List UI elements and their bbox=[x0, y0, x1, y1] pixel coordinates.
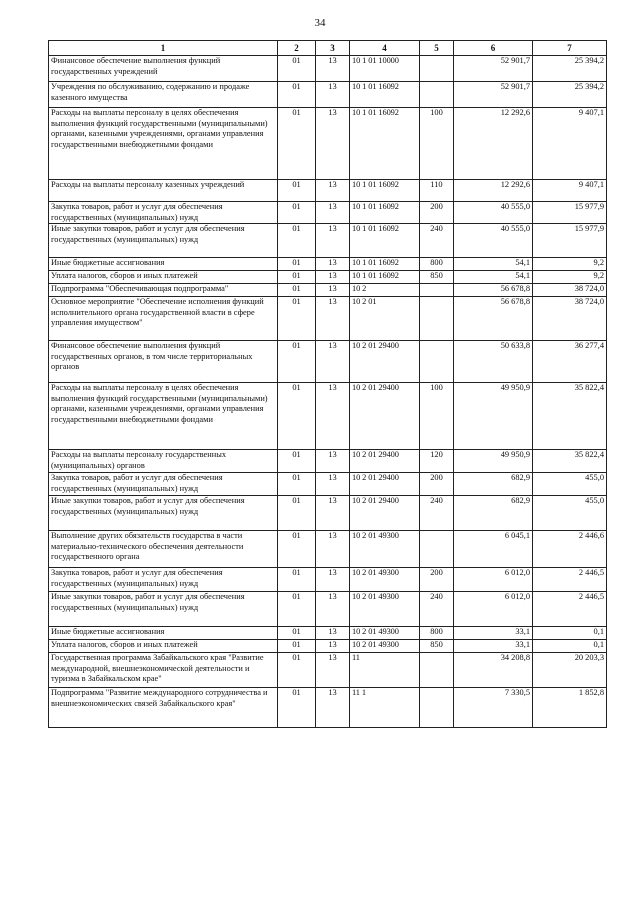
amount-actual-cell: 36 277,4 bbox=[533, 341, 607, 383]
expense-type-cell bbox=[420, 56, 454, 82]
target-article-cell: 10 1 01 16092 bbox=[350, 202, 420, 224]
subsection-code-cell: 13 bbox=[316, 202, 350, 224]
target-article-cell: 10 1 01 16092 bbox=[350, 271, 420, 284]
amount-plan-cell: 12 292,6 bbox=[454, 108, 533, 180]
target-article-cell: 10 2 01 29400 bbox=[350, 473, 420, 496]
target-article-cell: 10 2 01 29400 bbox=[350, 450, 420, 473]
amount-actual-cell: 38 724,0 bbox=[533, 297, 607, 341]
expense-name-cell: Финансовое обеспечение выполнения функций государственных учреждений bbox=[49, 56, 278, 82]
amount-actual-cell: 0,1 bbox=[533, 627, 607, 640]
amount-plan-cell: 7 330,5 bbox=[454, 688, 533, 728]
amount-actual-cell: 38 724,0 bbox=[533, 284, 607, 297]
header-cell: 6 bbox=[454, 41, 533, 56]
subsection-code-cell: 13 bbox=[316, 271, 350, 284]
amount-plan-cell: 49 950,9 bbox=[454, 383, 533, 450]
section-code-cell: 01 bbox=[278, 531, 316, 568]
target-article-cell: 10 2 01 49300 bbox=[350, 531, 420, 568]
subsection-code-cell: 13 bbox=[316, 531, 350, 568]
subsection-code-cell: 13 bbox=[316, 473, 350, 496]
amount-plan-cell: 50 633,8 bbox=[454, 341, 533, 383]
expense-name-cell: Подпрограмма "Обеспечивающая подпрограмма" bbox=[49, 284, 278, 297]
section-code-cell: 01 bbox=[278, 383, 316, 450]
section-code-cell: 01 bbox=[278, 224, 316, 258]
expense-type-cell bbox=[420, 82, 454, 108]
expense-name-cell: Иные закупки товаров, работ и услуг для обеспечения государственных (муниципальных) нужд bbox=[49, 592, 278, 627]
amount-plan-cell: 56 678,8 bbox=[454, 284, 533, 297]
expense-type-cell: 240 bbox=[420, 496, 454, 531]
target-article-cell: 10 2 01 29400 bbox=[350, 341, 420, 383]
header-cell: 1 bbox=[49, 41, 278, 56]
table-row bbox=[49, 473, 607, 496]
amount-plan-cell: 40 555,0 bbox=[454, 224, 533, 258]
amount-plan-cell: 54,1 bbox=[454, 258, 533, 271]
amount-plan-cell: 33,1 bbox=[454, 627, 533, 640]
header-cell: 4 bbox=[350, 41, 420, 56]
page-number: 34 bbox=[314, 17, 326, 29]
amount-actual-cell: 2 446,5 bbox=[533, 568, 607, 592]
section-code-cell: 01 bbox=[278, 688, 316, 728]
table-row bbox=[49, 341, 607, 383]
table-row bbox=[49, 271, 607, 284]
expense-type-cell: 800 bbox=[420, 258, 454, 271]
section-code-cell: 01 bbox=[278, 56, 316, 82]
expense-type-cell: 200 bbox=[420, 568, 454, 592]
subsection-code-cell: 13 bbox=[316, 284, 350, 297]
expense-name-cell: Государственная программа Забайкальского края "Развитие международной, внешнеэкономической деятельности и туризма в Забайкальском крае" bbox=[49, 653, 278, 688]
table-row bbox=[49, 592, 607, 627]
expense-name-cell: Основное мероприятие "Обеспечение исполнения функций исполнительного органа государственной власти в сфере управления имуществом" bbox=[49, 297, 278, 341]
subsection-code-cell: 13 bbox=[316, 688, 350, 728]
table-row bbox=[49, 180, 607, 202]
subsection-code-cell: 13 bbox=[316, 496, 350, 531]
amount-actual-cell: 1 852,8 bbox=[533, 688, 607, 728]
section-code-cell: 01 bbox=[278, 284, 316, 297]
section-code-cell: 01 bbox=[278, 568, 316, 592]
header-row bbox=[49, 41, 607, 56]
amount-actual-cell: 9 407,1 bbox=[533, 108, 607, 180]
amount-actual-cell: 9 407,1 bbox=[533, 180, 607, 202]
expense-name-cell: Расходы на выплаты персоналу государственных (муниципальных) органов bbox=[49, 450, 278, 473]
section-code-cell: 01 bbox=[278, 627, 316, 640]
expense-name-cell: Учреждения по обслуживанию, содержанию и продаже казенного имущества bbox=[49, 82, 278, 108]
amount-plan-cell: 56 678,8 bbox=[454, 297, 533, 341]
amount-actual-cell: 9,2 bbox=[533, 271, 607, 284]
expense-name-cell: Закупка товаров, работ и услуг для обеспечения государственных (муниципальных) нужд bbox=[49, 568, 278, 592]
subsection-code-cell: 13 bbox=[316, 592, 350, 627]
expense-type-cell bbox=[420, 297, 454, 341]
expense-name-cell: Иные бюджетные ассигнования bbox=[49, 627, 278, 640]
header-cell: 7 bbox=[533, 41, 607, 56]
target-article-cell: 10 2 01 49300 bbox=[350, 592, 420, 627]
amount-actual-cell: 15 977,9 bbox=[533, 224, 607, 258]
subsection-code-cell: 13 bbox=[316, 258, 350, 271]
expense-type-cell: 110 bbox=[420, 180, 454, 202]
subsection-code-cell: 13 bbox=[316, 341, 350, 383]
target-article-cell: 10 2 01 29400 bbox=[350, 496, 420, 531]
subsection-code-cell: 13 bbox=[316, 56, 350, 82]
expense-name-cell: Расходы на выплаты персоналу казенных учреждений bbox=[49, 180, 278, 202]
amount-plan-cell: 6 012,0 bbox=[454, 568, 533, 592]
target-article-cell: 10 2 01 49300 bbox=[350, 640, 420, 653]
target-article-cell: 10 1 01 16092 bbox=[350, 180, 420, 202]
amount-actual-cell: 0,1 bbox=[533, 640, 607, 653]
amount-actual-cell: 25 394,2 bbox=[533, 82, 607, 108]
subsection-code-cell: 13 bbox=[316, 627, 350, 640]
amount-actual-cell: 35 822,4 bbox=[533, 450, 607, 473]
budget-table bbox=[48, 40, 607, 728]
amount-plan-cell: 682,9 bbox=[454, 496, 533, 531]
expense-type-cell: 240 bbox=[420, 224, 454, 258]
table-row bbox=[49, 568, 607, 592]
section-code-cell: 01 bbox=[278, 271, 316, 284]
table-row bbox=[49, 108, 607, 180]
amount-plan-cell: 6 012,0 bbox=[454, 592, 533, 627]
target-article-cell: 10 1 01 16092 bbox=[350, 258, 420, 271]
amount-plan-cell: 52 901,7 bbox=[454, 56, 533, 82]
header-cell: 3 bbox=[316, 41, 350, 56]
section-code-cell: 01 bbox=[278, 297, 316, 341]
amount-plan-cell: 6 045,1 bbox=[454, 531, 533, 568]
expense-name-cell: Расходы на выплаты персоналу в целях обеспечения выполнения функций государственными (муниципальными) органами, казенными учреждениями, органами управления государственными внебюджетными фондами bbox=[49, 383, 278, 450]
section-code-cell: 01 bbox=[278, 82, 316, 108]
subsection-code-cell: 13 bbox=[316, 297, 350, 341]
expense-type-cell bbox=[420, 688, 454, 728]
table-row bbox=[49, 531, 607, 568]
target-article-cell: 10 2 01 49300 bbox=[350, 627, 420, 640]
expense-name-cell: Подпрограмма "Развитие международного сотрудничества и внешнеэкономических связей Забайкальского края" bbox=[49, 688, 278, 728]
amount-plan-cell: 33,1 bbox=[454, 640, 533, 653]
table-row bbox=[49, 688, 607, 728]
subsection-code-cell: 13 bbox=[316, 383, 350, 450]
amount-plan-cell: 12 292,6 bbox=[454, 180, 533, 202]
expense-name-cell: Закупка товаров, работ и услуг для обеспечения государственных (муниципальных) нужд bbox=[49, 473, 278, 496]
section-code-cell: 01 bbox=[278, 653, 316, 688]
target-article-cell: 10 1 01 16092 bbox=[350, 224, 420, 258]
table-body bbox=[49, 56, 607, 728]
subsection-code-cell: 13 bbox=[316, 568, 350, 592]
target-article-cell: 10 2 01 bbox=[350, 297, 420, 341]
expense-name-cell: Закупка товаров, работ и услуг для обеспечения государственных (муниципальных) нужд bbox=[49, 202, 278, 224]
expense-name-cell: Иные бюджетные ассигнования bbox=[49, 258, 278, 271]
table-row bbox=[49, 56, 607, 82]
expense-type-cell: 100 bbox=[420, 108, 454, 180]
section-code-cell: 01 bbox=[278, 592, 316, 627]
expense-type-cell bbox=[420, 284, 454, 297]
section-code-cell: 01 bbox=[278, 496, 316, 531]
section-code-cell: 01 bbox=[278, 108, 316, 180]
table-row bbox=[49, 653, 607, 688]
expense-type-cell: 100 bbox=[420, 383, 454, 450]
expense-name-cell: Расходы на выплаты персоналу в целях обеспечения выполнения функций государственными (муниципальными) органами, казенными учреждениями, органами управления государственными внебюджетными фондами bbox=[49, 108, 278, 180]
section-code-cell: 01 bbox=[278, 180, 316, 202]
subsection-code-cell: 13 bbox=[316, 224, 350, 258]
amount-actual-cell: 2 446,6 bbox=[533, 531, 607, 568]
target-article-cell: 10 1 01 16092 bbox=[350, 82, 420, 108]
table-row bbox=[49, 224, 607, 258]
target-article-cell: 11 bbox=[350, 653, 420, 688]
amount-actual-cell: 455,0 bbox=[533, 496, 607, 531]
expense-name-cell: Иные закупки товаров, работ и услуг для обеспечения государственных (муниципальных) нужд bbox=[49, 224, 278, 258]
table-row bbox=[49, 496, 607, 531]
amount-plan-cell: 52 901,7 bbox=[454, 82, 533, 108]
expense-name-cell: Уплата налогов, сборов и иных платежей bbox=[49, 271, 278, 284]
expense-type-cell: 850 bbox=[420, 640, 454, 653]
table-row bbox=[49, 82, 607, 108]
expense-type-cell: 240 bbox=[420, 592, 454, 627]
table-row bbox=[49, 627, 607, 640]
target-article-cell: 11 1 bbox=[350, 688, 420, 728]
expense-type-cell: 200 bbox=[420, 473, 454, 496]
subsection-code-cell: 13 bbox=[316, 82, 350, 108]
expense-type-cell: 800 bbox=[420, 627, 454, 640]
target-article-cell: 10 1 01 16092 bbox=[350, 108, 420, 180]
table-row bbox=[49, 640, 607, 653]
expense-type-cell: 200 bbox=[420, 202, 454, 224]
section-code-cell: 01 bbox=[278, 640, 316, 653]
expense-type-cell bbox=[420, 653, 454, 688]
target-article-cell: 10 2 bbox=[350, 284, 420, 297]
amount-actual-cell: 9,2 bbox=[533, 258, 607, 271]
subsection-code-cell: 13 bbox=[316, 450, 350, 473]
expense-name-cell: Уплата налогов, сборов и иных платежей bbox=[49, 640, 278, 653]
table-row bbox=[49, 383, 607, 450]
subsection-code-cell: 13 bbox=[316, 108, 350, 180]
expense-type-cell bbox=[420, 341, 454, 383]
amount-actual-cell: 15 977,9 bbox=[533, 202, 607, 224]
subsection-code-cell: 13 bbox=[316, 653, 350, 688]
amount-plan-cell: 49 950,9 bbox=[454, 450, 533, 473]
table-row bbox=[49, 284, 607, 297]
amount-plan-cell: 54,1 bbox=[454, 271, 533, 284]
expense-type-cell: 850 bbox=[420, 271, 454, 284]
expense-type-cell bbox=[420, 531, 454, 568]
table-row bbox=[49, 450, 607, 473]
expense-name-cell: Иные закупки товаров, работ и услуг для обеспечения государственных (муниципальных) нужд bbox=[49, 496, 278, 531]
target-article-cell: 10 2 01 29400 bbox=[350, 383, 420, 450]
amount-actual-cell: 2 446,5 bbox=[533, 592, 607, 627]
amount-actual-cell: 35 822,4 bbox=[533, 383, 607, 450]
table-row bbox=[49, 202, 607, 224]
section-code-cell: 01 bbox=[278, 450, 316, 473]
expense-type-cell: 120 bbox=[420, 450, 454, 473]
amount-plan-cell: 682,9 bbox=[454, 473, 533, 496]
expense-name-cell: Выполнение других обязательств государства в части материально-технического обеспечения деятельности государственного органа bbox=[49, 531, 278, 568]
expense-name-cell: Финансовое обеспечение выполнения функций государственных органов, в том числе территориальных органов bbox=[49, 341, 278, 383]
subsection-code-cell: 13 bbox=[316, 640, 350, 653]
header-cell: 5 bbox=[420, 41, 454, 56]
table-row bbox=[49, 297, 607, 341]
amount-plan-cell: 34 208,8 bbox=[454, 653, 533, 688]
amount-actual-cell: 455,0 bbox=[533, 473, 607, 496]
amount-actual-cell: 25 394,2 bbox=[533, 56, 607, 82]
section-code-cell: 01 bbox=[278, 341, 316, 383]
subsection-code-cell: 13 bbox=[316, 180, 350, 202]
section-code-cell: 01 bbox=[278, 258, 316, 271]
section-code-cell: 01 bbox=[278, 202, 316, 224]
table-row bbox=[49, 258, 607, 271]
target-article-cell: 10 2 01 49300 bbox=[350, 568, 420, 592]
section-code-cell: 01 bbox=[278, 473, 316, 496]
amount-plan-cell: 40 555,0 bbox=[454, 202, 533, 224]
amount-actual-cell: 20 203,3 bbox=[533, 653, 607, 688]
header-cell: 2 bbox=[278, 41, 316, 56]
target-article-cell: 10 1 01 10000 bbox=[350, 56, 420, 82]
